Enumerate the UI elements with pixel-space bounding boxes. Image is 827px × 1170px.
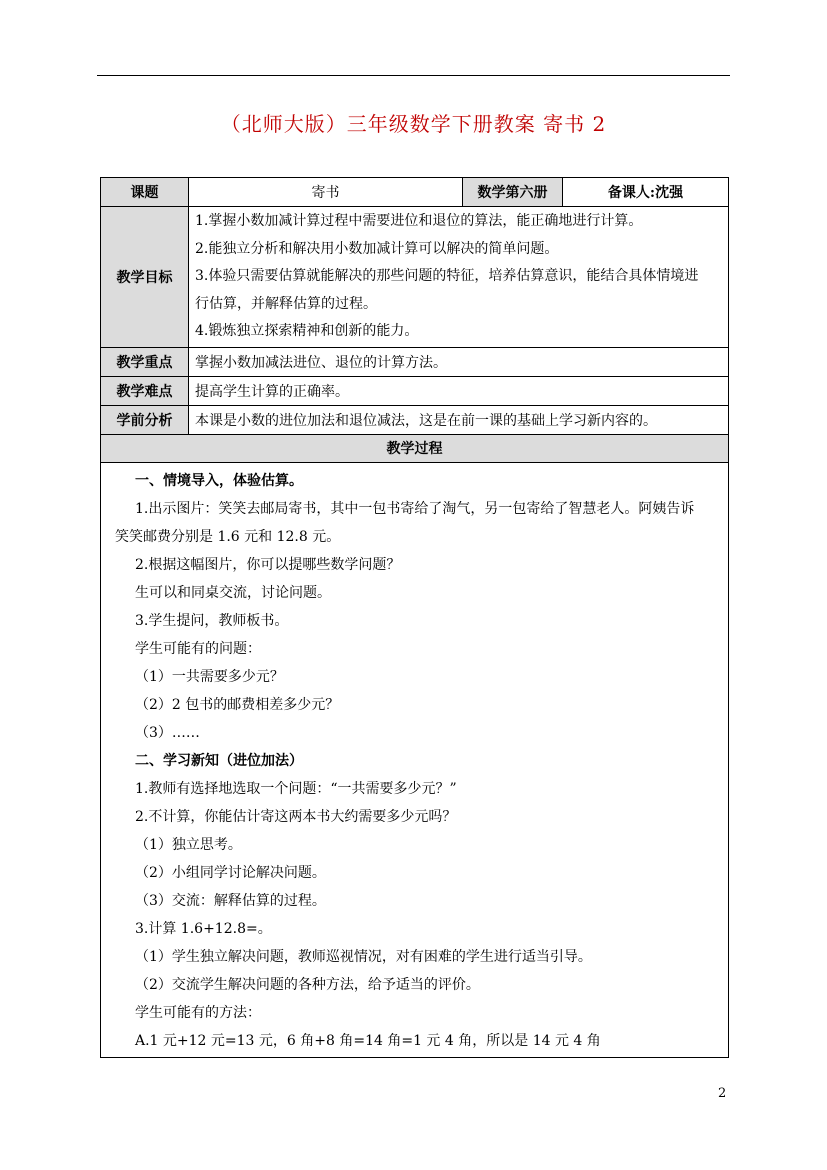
process-line: （2）小组同学讨论解决问题。 (135, 864, 326, 881)
process-line: 学生可能有的方法： (135, 1004, 261, 1021)
objective-line: 行估算，并解释估算的过程。 (195, 295, 377, 312)
key-point-text: 掌握小数加减法进位、退位的计算方法。 (189, 347, 729, 376)
process-line: 生可以和同桌交流，讨论问题。 (135, 584, 331, 601)
process-line: （1）学生独立解决问题，教师巡视情况，对有困难的学生进行适当引导。 (135, 948, 592, 965)
process-line: 1.出示图片：笑笑去邮局寄书，其中一包书寄给了淘气，另一包寄给了智慧老人。阿姨告诉 (135, 500, 695, 517)
label-topic: 课题 (101, 178, 189, 207)
process-line: （2）交流学生解决问题的各种方法，给予适当的评价。 (135, 976, 480, 993)
process-line: （3）交流：解释估算的过程。 (135, 892, 326, 909)
key-point-row (101, 347, 729, 376)
process-row (101, 462, 729, 1057)
label-analysis: 学前分析 (101, 405, 189, 434)
topic-value: 寄书 (189, 178, 463, 207)
label-objectives: 教学目标 (101, 207, 189, 348)
difficulty-row (101, 376, 729, 405)
process-line: （1）一共需要多少元？ (135, 668, 284, 685)
objective-line: 1.掌握小数加减计算过程中需要进位和退位的算法，能正确地进行计算。 (195, 213, 643, 229)
objective-line: 4.锻炼独立探索精神和创新的能力。 (195, 323, 419, 339)
document-title: （北师大版）三年级数学下册教案 寄书 2 (220, 112, 607, 136)
difficulty-text: 提高学生计算的正确率。 (189, 376, 729, 405)
process-heading: 教学过程 (101, 434, 729, 462)
label-key-point: 教学重点 (101, 347, 189, 376)
process-heading-row (101, 434, 729, 462)
objectives-content (189, 207, 729, 348)
process-line: （3）…… (135, 724, 200, 741)
page-number: 2 (718, 1086, 727, 1101)
process-line: （1）独立思考。 (135, 836, 242, 853)
label-difficulty: 教学难点 (101, 376, 189, 405)
process-line: 学生可能有的问题： (135, 640, 261, 657)
process-line: 1.教师有选择地选取一个问题：“一共需要多少元？” (135, 780, 457, 797)
process-line: 2.不计算，你能估计寄这两本书大约需要多少元吗？ (135, 808, 457, 825)
process-line: 2.根据这幅图片，你可以提哪些数学问题？ (135, 556, 401, 573)
header-row (101, 178, 729, 207)
process-line: 3.学生提问，教师板书。 (135, 612, 289, 629)
process-line: 笑笑邮费分别是 1.6 元和 12.8 元。 (115, 528, 341, 545)
objective-line: 2.能独立分析和解决用小数加减计算可以解决的简单问题。 (195, 240, 559, 257)
objectives-row (101, 207, 729, 348)
analysis-row (101, 405, 729, 434)
process-line: 3.计算 1.6+12.8=。 (135, 920, 272, 937)
process-content (101, 462, 729, 1057)
objective-line: 3.体验只需要估算就能解决的那些问题的特征，培养估算意识，能结合具体情境进 (195, 268, 699, 284)
preparer-value: 备课人:沈强 (563, 178, 729, 207)
process-line: （2）2 包书的邮费相差多少元？ (135, 696, 340, 713)
lesson-plan-table (100, 177, 729, 1058)
header-rule (97, 75, 730, 76)
process-line: 二、学习新知（进位加法） (135, 752, 303, 769)
analysis-text: 本课是小数的进位加法和退位减法，这是在前一课的基础上学习新内容的。 (189, 405, 729, 434)
process-line: 一、情境导入，体验估算。 (135, 472, 303, 489)
book-value: 数学第六册 (463, 178, 563, 207)
process-line: A.1 元+12 元=13 元，6 角+8 角=14 角=1 元 4 角，所以是 14 元 4 角 (135, 1032, 601, 1049)
